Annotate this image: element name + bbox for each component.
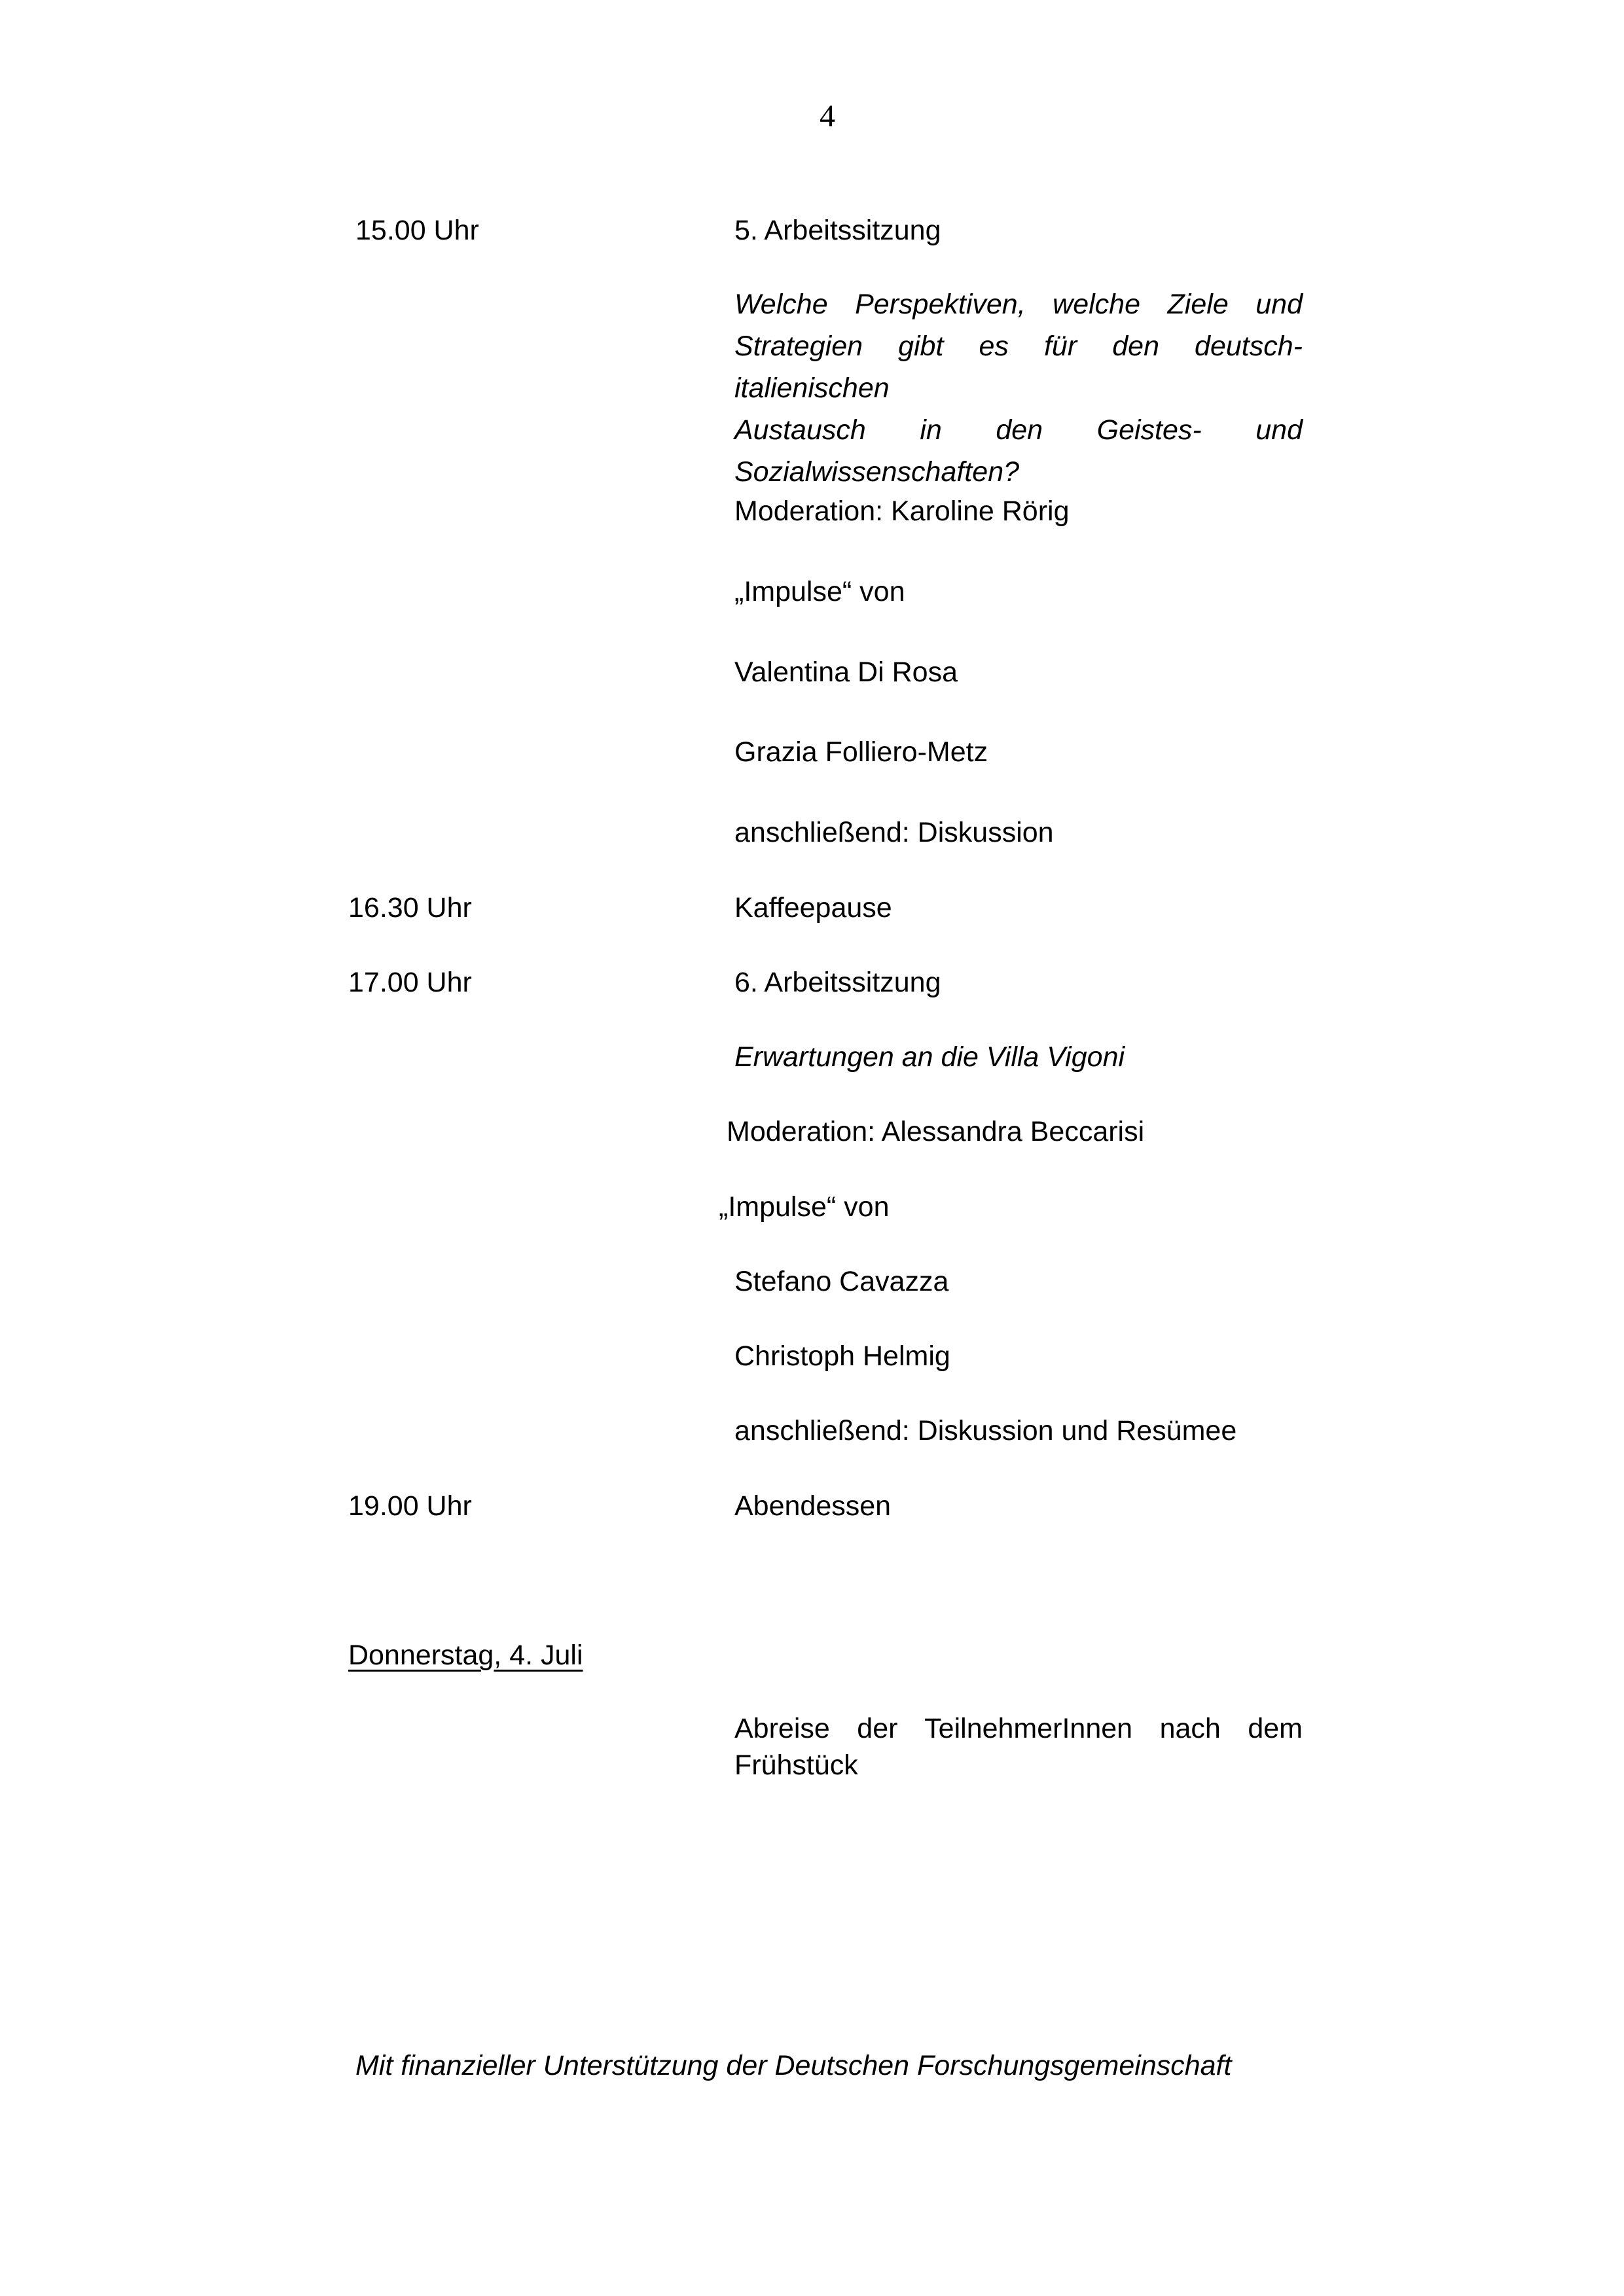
session-5-discussion: anschließend: Diskussion (734, 817, 1054, 848)
session-6-title: 6. Arbeitssitzung (734, 967, 941, 998)
departure-note (734, 1710, 1303, 1784)
funding-note: Mit finanzieller Unterstützung der Deutschen Forschungsgemeinschaft (355, 2050, 1232, 2081)
departure-line-1: Abreise der TeilnehmerInnen nach dem (734, 1713, 1303, 1744)
page-number: 4 (820, 99, 835, 134)
session-5-speaker-2: Grazia Folliero-Metz (734, 736, 988, 768)
session-5-question-line-2: Strategien gibt es für den deutsch-italienischen (734, 331, 1303, 404)
session-5-question-line-4: Sozialwissenschaften? (734, 456, 1020, 488)
session-6-speaker-2: Christoph Helmig (734, 1340, 950, 1372)
break-title: Kaffeepause (734, 892, 892, 924)
session-6-time: 17.00 Uhr (348, 967, 472, 998)
session-5-title: 5. Arbeitssitzung (734, 215, 941, 246)
session-5-question-line-3: Austausch in den Geistes- und (734, 414, 1303, 446)
thursday-heading: Donnerstag, 4. Juli (348, 1640, 583, 1671)
session-6-impulse: „Impulse“ von (719, 1191, 890, 1223)
dinner-title: Abendessen (734, 1490, 892, 1522)
session-5-impulse: „Impulse“ von (734, 576, 905, 607)
session-5-moderation: Moderation: Karoline Rörig (734, 495, 1070, 527)
session-5-question-line-1: Welche Perspektiven, welche Ziele und (734, 289, 1303, 320)
session-6-topic: Erwartungen an die Villa Vigoni (734, 1041, 1125, 1073)
session-6-speaker-1: Stefano Cavazza (734, 1266, 949, 1297)
break-time: 16.30 Uhr (348, 892, 472, 924)
dinner-time: 19.00 Uhr (348, 1490, 472, 1522)
session-6-moderation: Moderation: Alessandra Beccarisi (727, 1116, 1145, 1147)
session-5-question (734, 283, 1303, 493)
session-5-time: 15.00 Uhr (355, 215, 479, 246)
session-6-discussion: anschließend: Diskussion und Resümee (734, 1415, 1237, 1446)
departure-line-2: Frühstück (734, 1749, 858, 1781)
session-5-speaker-1: Valentina Di Rosa (734, 656, 958, 688)
